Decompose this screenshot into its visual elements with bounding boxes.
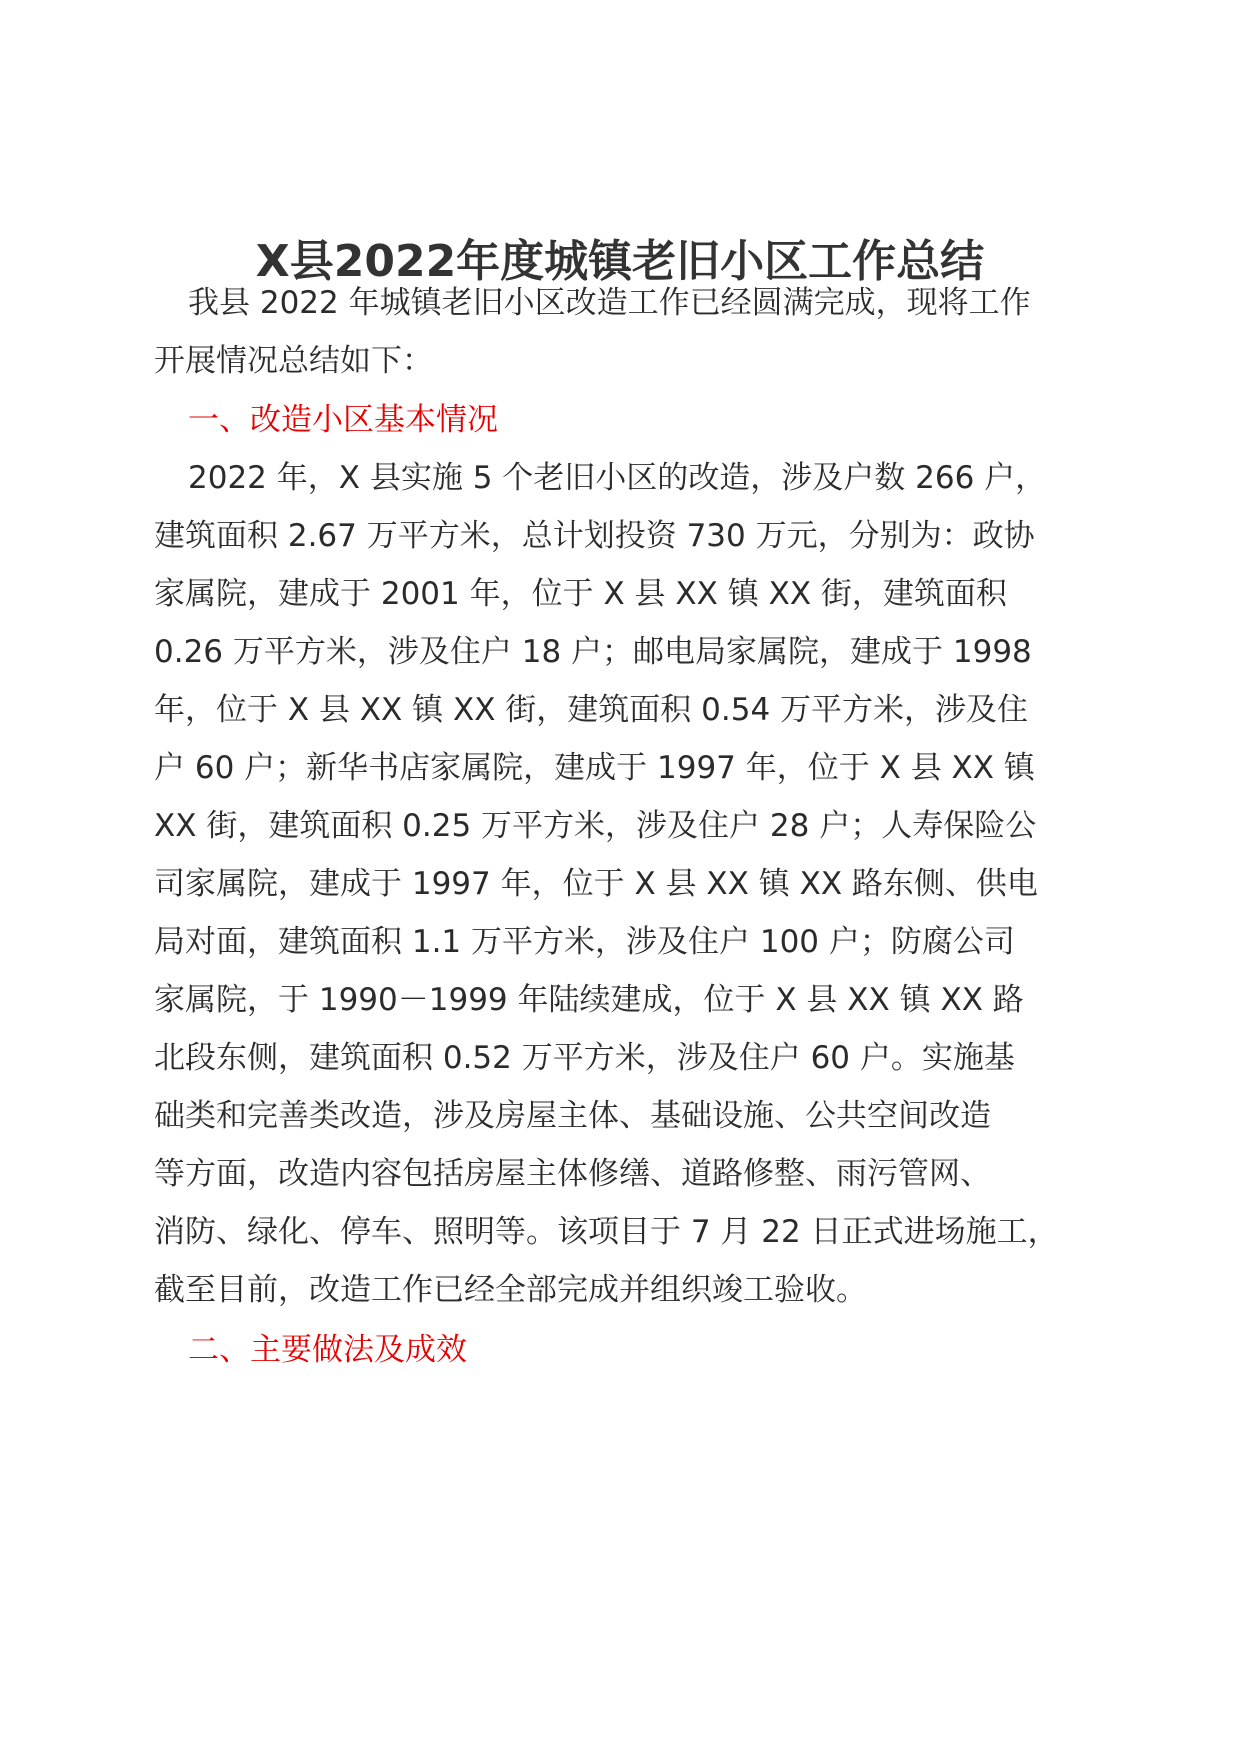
paragraph-line: 等方面，改造内容包括房屋主体修缮、道路修整、雨污管网、 [154, 1156, 991, 1192]
document-title: X县2022年度城镇老旧小区工作总结 [255, 236, 985, 287]
section-heading: 二、主要做法及成效 [188, 1332, 467, 1368]
paragraph-line: 建筑面积 2.67 万平方米，总计划投资 730 万元，分别为：政协 [154, 518, 1035, 554]
paragraph-line: 础类和完善类改造，涉及房屋主体、基础设施、公共空间改造 [154, 1098, 991, 1134]
paragraph-line: 消防、绿化、停车、照明等。该项目于 7 月 22 日正式进场施工， [154, 1214, 1059, 1250]
paragraph-line: 截至目前，改造工作已经全部完成并组织竣工验收。 [154, 1272, 867, 1308]
paragraph-line: 年，位于 X 县 XX 镇 XX 街，建筑面积 0.54 万平方米，涉及住 [154, 692, 1029, 728]
paragraph-line: 司家属院，建成于 1997 年，位于 X 县 XX 镇 XX 路东侧、供电 [154, 866, 1038, 902]
paragraph-line: 2022 年，X 县实施 5 个老旧小区的改造，涉及户数 266 户， [188, 460, 1047, 496]
intro-line: 我县 2022 年城镇老旧小区改造工作已经圆满完成，现将工作 [188, 285, 1031, 321]
paragraph-line: 家属院，于 1990－1999 年陆续建成，位于 X 县 XX 镇 XX 路 [154, 982, 1024, 1018]
paragraph-line: 户 60 户；新华书店家属院，建成于 1997 年，位于 X 县 XX 镇 [154, 750, 1035, 786]
paragraph-line: 局对面，建筑面积 1.1 万平方米，涉及住户 100 户；防腐公司 [154, 924, 1015, 960]
paragraph-line: 家属院，建成于 2001 年，位于 X 县 XX 镇 XX 街，建筑面积 [154, 576, 1007, 612]
paragraph-line: 北段东侧，建筑面积 0.52 万平方米，涉及住户 60 户。实施基 [154, 1040, 1015, 1076]
section-heading: 一、改造小区基本情况 [188, 402, 498, 438]
paragraph-line: 0.26 万平方米，涉及住户 18 户；邮电局家属院，建成于 1998 [154, 634, 1032, 670]
paragraph-line: XX 街，建筑面积 0.25 万平方米，涉及住户 28 户；人寿保险公 [154, 808, 1037, 844]
intro-line: 开展情况总结如下： [154, 343, 433, 379]
